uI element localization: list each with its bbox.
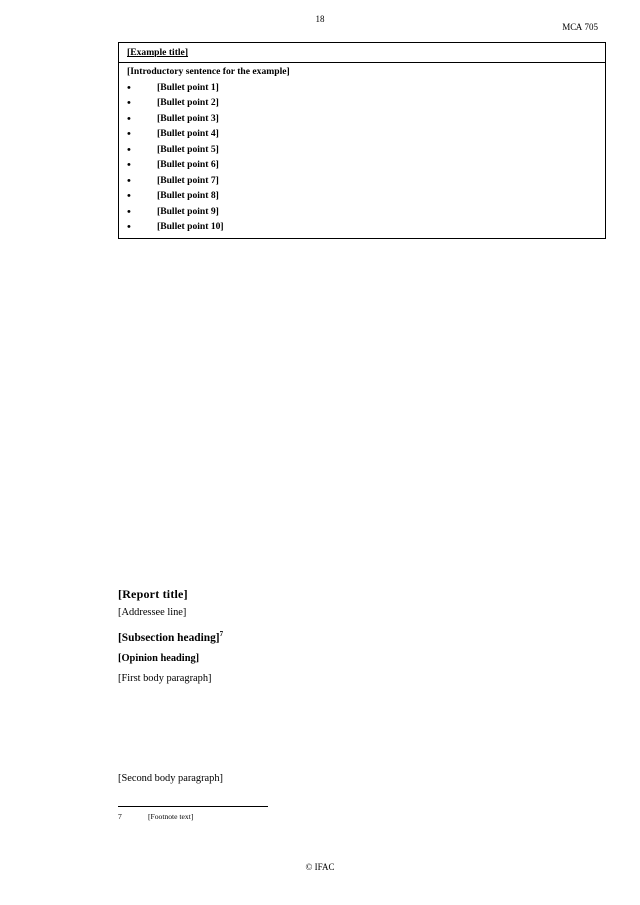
example-bullet — [127, 128, 597, 140]
bullet-icon: • — [127, 174, 131, 187]
document-code: МСА 705 — [562, 22, 598, 32]
bullet-icon: • — [127, 112, 131, 125]
bullet-icon: • — [127, 221, 131, 234]
example-bullet — [127, 97, 597, 109]
example-bullet — [127, 175, 597, 187]
report-addressee: [Addressee line] — [118, 607, 187, 618]
example-intro: [Introductory sentence for the example] — [127, 66, 290, 78]
bullet-text: [Bullet point 5] — [157, 143, 219, 155]
box-divider — [119, 62, 605, 63]
report-title: [Report title] — [118, 587, 188, 601]
copyright-notice: © IFAC — [305, 862, 335, 872]
bullet-text: [Bullet point 7] — [157, 174, 219, 186]
bullet-icon: • — [127, 190, 131, 203]
bullet-text: [Bullet point 6] — [157, 159, 219, 171]
bullet-text: [Bullet point 2] — [157, 97, 219, 109]
body-paragraph-1: [First body paragraph] — [118, 673, 212, 684]
bullet-text: [Bullet point 10] — [157, 221, 224, 233]
example-bullet — [127, 159, 597, 171]
bullet-text: [Bullet point 8] — [157, 190, 219, 202]
opinion-heading: [Opinion heading] — [118, 653, 200, 664]
bullet-icon: • — [127, 128, 131, 141]
example-bullet — [127, 144, 597, 156]
footnote-reference: 7 — [219, 630, 224, 638]
bullet-icon: • — [127, 159, 131, 172]
footnote-number: 7 — [118, 812, 122, 821]
example-bullet — [127, 82, 597, 94]
footnote-divider — [118, 806, 268, 807]
footnote — [118, 812, 606, 822]
example-box — [118, 42, 606, 239]
bullet-text: [Bullet point 9] — [157, 205, 219, 217]
bullet-text: [Bullet point 1] — [157, 81, 219, 93]
example-bullet — [127, 113, 597, 125]
example-bullet — [127, 206, 597, 218]
example-title: [Example title] — [127, 47, 189, 58]
page-number: 18 — [315, 14, 325, 24]
example-bullet — [127, 190, 597, 202]
bullet-icon: • — [127, 205, 131, 218]
subsection-title-text: [Subsection heading] — [118, 631, 220, 644]
bullet-text: [Bullet point 3] — [157, 112, 219, 124]
example-bullet — [127, 221, 597, 233]
bullet-icon: • — [127, 143, 131, 156]
body-paragraph-2: [Second body paragraph] — [118, 773, 224, 784]
bullet-icon: • — [127, 81, 131, 94]
subsection-title — [118, 630, 606, 644]
bullet-icon: • — [127, 97, 131, 110]
footnote-text: [Footnote text] — [148, 812, 194, 821]
bullet-text: [Bullet point 4] — [157, 128, 219, 140]
